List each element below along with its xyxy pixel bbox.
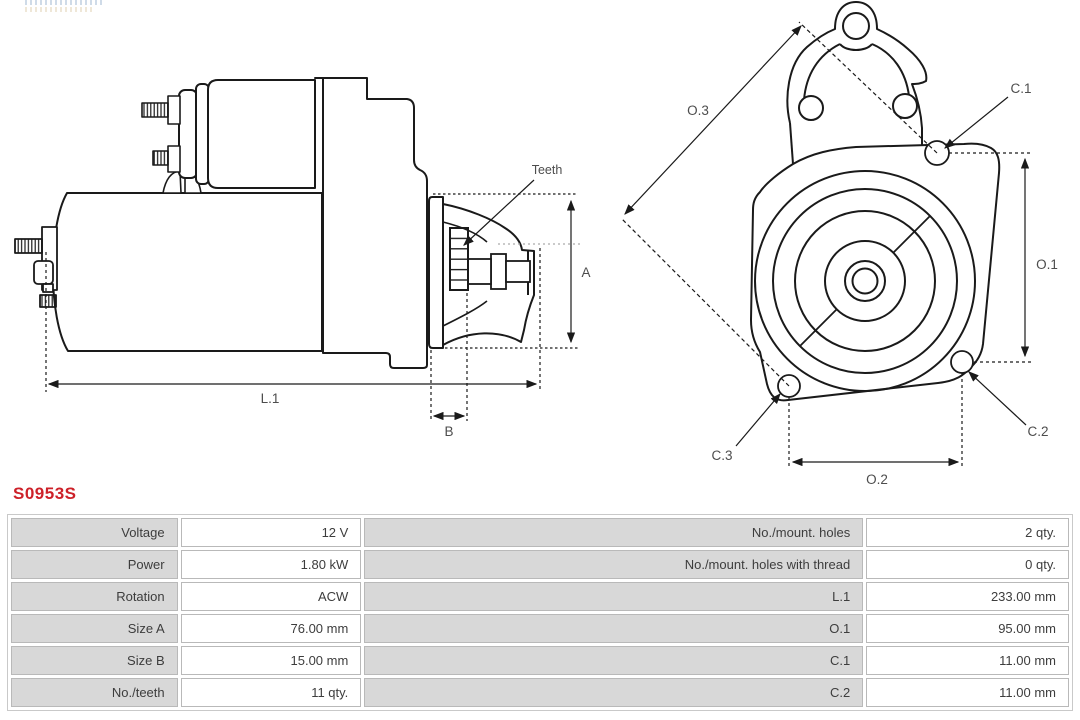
- center-housing: [315, 78, 427, 368]
- spec-label: No./mount. holes: [364, 518, 863, 547]
- dim-label-o1: O.1: [1036, 257, 1058, 272]
- spec-value: 11.00 mm: [866, 646, 1069, 675]
- front-view-diagram: [600, 0, 1080, 500]
- teeth-label: Teeth: [531, 163, 563, 177]
- spec-table: [7, 514, 1073, 711]
- spec-value: 11 qty.: [181, 678, 362, 707]
- solenoid-top-hole: [843, 13, 869, 39]
- spec-value: 233.00 mm: [866, 582, 1069, 611]
- spec-label: No./teeth: [11, 678, 178, 707]
- table-row: [11, 678, 1069, 707]
- rear-end-parts: [15, 227, 57, 307]
- dim-label-l1: L.1: [260, 391, 280, 406]
- spec-value: 12 V: [181, 518, 362, 547]
- dim-label-c3: C.3: [711, 448, 733, 463]
- scallop-right-hole: [893, 94, 917, 118]
- spec-label: Size A: [11, 614, 178, 643]
- dim-label-a: A: [581, 265, 591, 280]
- table-row: [11, 614, 1069, 643]
- spec-value: 76.00 mm: [181, 614, 362, 643]
- spec-label: Power: [11, 550, 178, 579]
- spec-label: C.1: [364, 646, 863, 675]
- dim-label-c1: C.1: [1010, 81, 1032, 96]
- callout-c1: [945, 97, 1008, 148]
- dim-label-o2: O.2: [866, 472, 888, 487]
- solenoid-mount-scallop: [787, 2, 926, 164]
- table-row: [11, 582, 1069, 611]
- spec-label: Rotation: [11, 582, 178, 611]
- side-view-diagram: [0, 0, 620, 465]
- dim-label-b: B: [444, 424, 454, 439]
- spec-value: 1.80 kW: [181, 550, 362, 579]
- solenoid: [142, 80, 315, 193]
- motor-body: [53, 193, 322, 351]
- spec-label: C.2: [364, 678, 863, 707]
- table-row: [11, 550, 1069, 579]
- callout-c3: [736, 394, 780, 446]
- dim-label-o3: O.3: [687, 103, 709, 118]
- hole-c2: [951, 351, 973, 373]
- spec-label: Voltage: [11, 518, 178, 547]
- table-row: [11, 518, 1069, 547]
- table-row: [11, 646, 1069, 675]
- spec-value: 15.00 mm: [181, 646, 362, 675]
- part-number: S0953S: [13, 484, 77, 503]
- dim-label-c2: C.2: [1027, 424, 1049, 439]
- spec-value: 95.00 mm: [866, 614, 1069, 643]
- spec-label: L.1: [364, 582, 863, 611]
- solenoid-terminals: [142, 96, 180, 172]
- spec-value: 11.00 mm: [866, 678, 1069, 707]
- spec-value: 2 qty.: [866, 518, 1069, 547]
- spec-label: Size B: [11, 646, 178, 675]
- spec-label: No./mount. holes with thread: [364, 550, 863, 579]
- callout-c2: [969, 372, 1026, 425]
- scallop-left-hole: [799, 96, 823, 120]
- spec-value: 0 qty.: [866, 550, 1069, 579]
- spec-label: O.1: [364, 614, 863, 643]
- spec-value: ACW: [181, 582, 362, 611]
